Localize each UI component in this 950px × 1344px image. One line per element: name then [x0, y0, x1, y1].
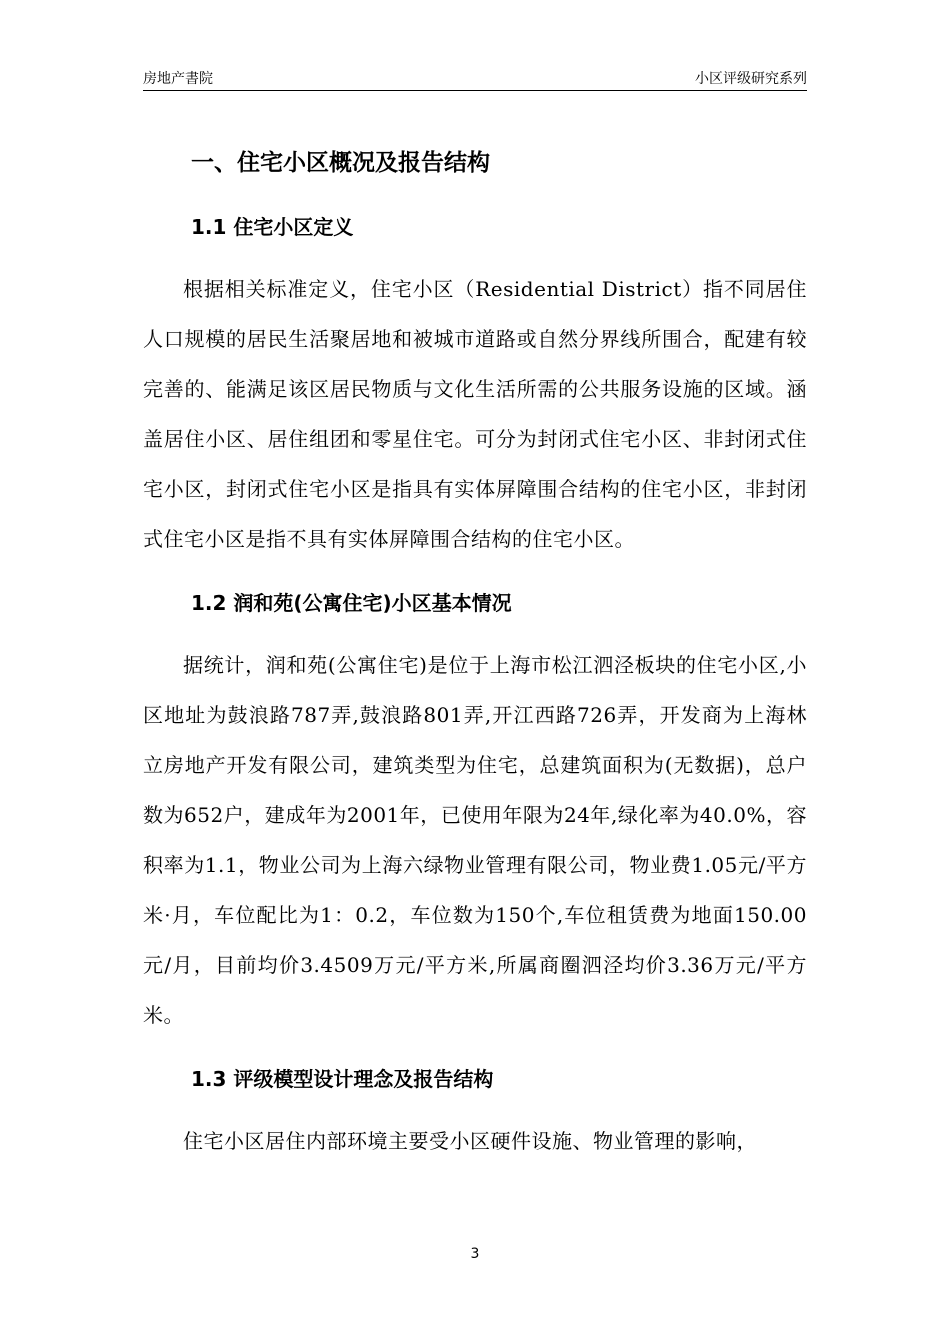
section-title: 一、住宅小区概况及报告结构	[191, 150, 490, 176]
subsection-1-2-paragraph: 据统计，润和苑(公寓住宅)是位于上海市松江泗泾板块的住宅小区,小区地址为鼓浪路787弄,鼓浪路801弄,开江西路726弄，开发商为上海林立房地产开发有限公司，建筑类型为住宅，总建筑面积为(无数据)，总户数为652户，建成年为2001年，已使用年限为24年,绿化率为40.0%，容积率为1.1，物业公司为上海六绿物业管理有限公司，物业费1.05元/平方米·月，车位配比为1：0.2，车位数为150个,车位租赁费为地面150.00元/月，目前均价3.4509万元/平方米,所属商圈泗泾均价3.36万元/平方米。	[143, 653, 807, 1027]
subsection-1-3-title: 1.3 评级模型设计理念及报告结构	[191, 1067, 494, 1091]
subsection-1-1-title: 1.1 住宅小区定义	[191, 215, 354, 239]
header-right-title: 小区评级研究系列	[695, 71, 807, 87]
document-body	[143, 140, 807, 1166]
page-header	[143, 68, 807, 91]
subsection-1-2-title: 1.2 润和苑(公寓住宅)小区基本情况	[191, 591, 512, 615]
subsection-1-1-paragraph: 根据相关标准定义，住宅小区（Residential District）指不同居住人口规模的居民生活聚居地和被城市道路或自然分界线所围合，配建有较完善的、能满足该区居民物质与文化生活所需的公共服务设施的区域。涵盖居住小区、居住组团和零星住宅。可分为封闭式住宅小区、非封闭式住宅小区，封闭式住宅小区是指具有实体屏障围合结构的住宅小区，非封闭式住宅小区是指不具有实体屏障围合结构的住宅小区。	[143, 277, 807, 551]
page-number: 3	[470, 1246, 480, 1262]
header-left-title: 房地产書院	[143, 71, 213, 87]
subsection-1-3-paragraph: 住宅小区居住内部环境主要受小区硬件设施、物业管理的影响，	[183, 1129, 757, 1153]
